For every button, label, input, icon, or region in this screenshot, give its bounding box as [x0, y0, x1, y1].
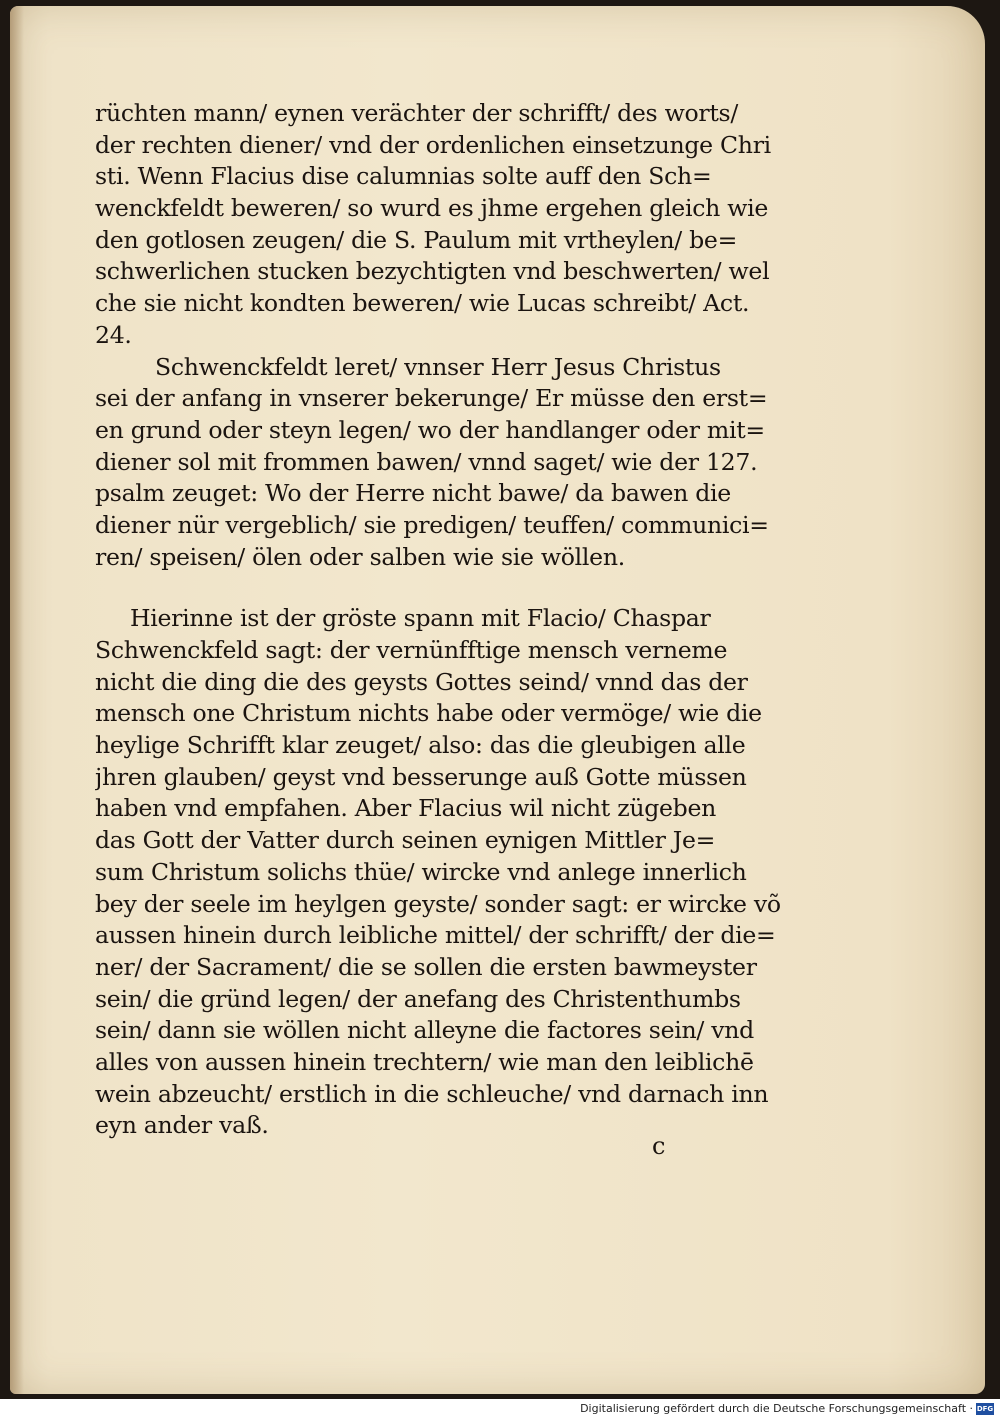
text-line: das Gott der Vatter durch seinen eynigen Mittler Je=	[95, 826, 716, 855]
text-line: schwerlichen stucken bezychtigten vnd beschwerten/ wel	[95, 257, 770, 286]
text-line: rüchten mann/ eynen verächter der schrifft/ des worts/	[95, 99, 738, 127]
text-line: sein/ die gründ legen/ der anefang des Christenthumbs	[95, 984, 741, 1013]
text-line: sum Christum solichs thüe/ wircke vnd anlege innerlich	[95, 857, 747, 886]
text-line: 24.	[95, 320, 132, 349]
text-line: sei der anfang in vnserer bekerunge/ Er müsse den erst=	[95, 384, 768, 413]
text-line: alles von aussen hinein trechtern/ wie man den leiblichē	[95, 1047, 754, 1076]
text-line: psalm zeuget: Wo der Herre nicht bawe/ da bawen die	[95, 479, 731, 508]
text-line: Schwenckfeld sagt: der vernünfftige mensch verneme	[95, 636, 728, 664]
text-line: bey der seele im heylgen geyste/ sonder sagt: er wircke võ	[95, 889, 781, 918]
text-line: der rechten diener/ vnd der ordenlichen einsetzunge Chri	[95, 130, 771, 159]
funding-credit	[580, 1402, 994, 1415]
text-line: wenckfeldt beweren/ so wurd es jhme ergehen gleich wie	[95, 194, 769, 223]
catchword: c	[652, 1132, 666, 1160]
paragraph-spacer	[95, 573, 785, 603]
text-line: mensch one Christum nichts habe oder vermöge/ wie die	[95, 699, 762, 728]
text-line: ren/ speisen/ ölen oder salben wie sie wöllen.	[95, 542, 625, 571]
text-line: Schwenckfeldt leret/ vnnser Herr Jesus Christus	[155, 352, 721, 381]
dfg-logo-icon: DFG	[976, 1405, 994, 1413]
credit-text: Digitalisierung gefördert durch die Deutsche Forschungsgemeinschaft ·	[580, 1402, 973, 1415]
text-line: eyn ander vaß.	[95, 1111, 269, 1140]
text-line: diener sol mit frommen bawen/ vnnd saget/ wie der 127.	[95, 447, 758, 476]
text-line: den gotlosen zeugen/ die S. Paulum mit vrtheylen/ be=	[95, 225, 738, 254]
paragraph-2	[95, 352, 785, 574]
paragraph-3	[95, 603, 785, 1142]
text-line: sein/ dann sie wöllen nicht alleyne die factores sein/ vnd	[95, 1016, 754, 1045]
page-text	[95, 98, 785, 1142]
text-line: en grund oder steyn legen/ wo der handlanger oder mit=	[95, 415, 765, 444]
text-line: heylige Schrifft klar zeuget/ also: das die gleubigen alle	[95, 731, 746, 760]
paragraph-1	[95, 98, 785, 352]
text-line: diener nür vergeblich/ sie predigen/ teuffen/ communici=	[95, 510, 769, 539]
text-line: haben vnd empfahen. Aber Flacius wil nicht zügeben	[95, 794, 717, 823]
text-line: jhren glauben/ geyst vnd besserunge auß Gotte müssen	[95, 762, 747, 791]
text-line: che sie nicht kondten beweren/ wie Lucas schreibt/ Act.	[95, 289, 750, 318]
text-line: aussen hinein durch leibliche mittel/ der schrifft/ der die=	[95, 921, 776, 950]
binding-gutter	[10, 6, 24, 1394]
text-line: Hierinne ist der gröste spann mit Flacio/ Chaspar	[130, 604, 711, 633]
text-line: nicht die ding die des geysts Gottes seind/ vnnd das der	[95, 667, 748, 696]
text-line: sti. Wenn Flacius dise calumnias solte auff den Sch=	[95, 162, 712, 191]
text-line: wein abzeucht/ erstlich in die schleuche/ vnd darnach inn	[95, 1079, 769, 1108]
text-line: ner/ der Sacrament/ die se sollen die ersten bawmeyster	[95, 952, 757, 981]
